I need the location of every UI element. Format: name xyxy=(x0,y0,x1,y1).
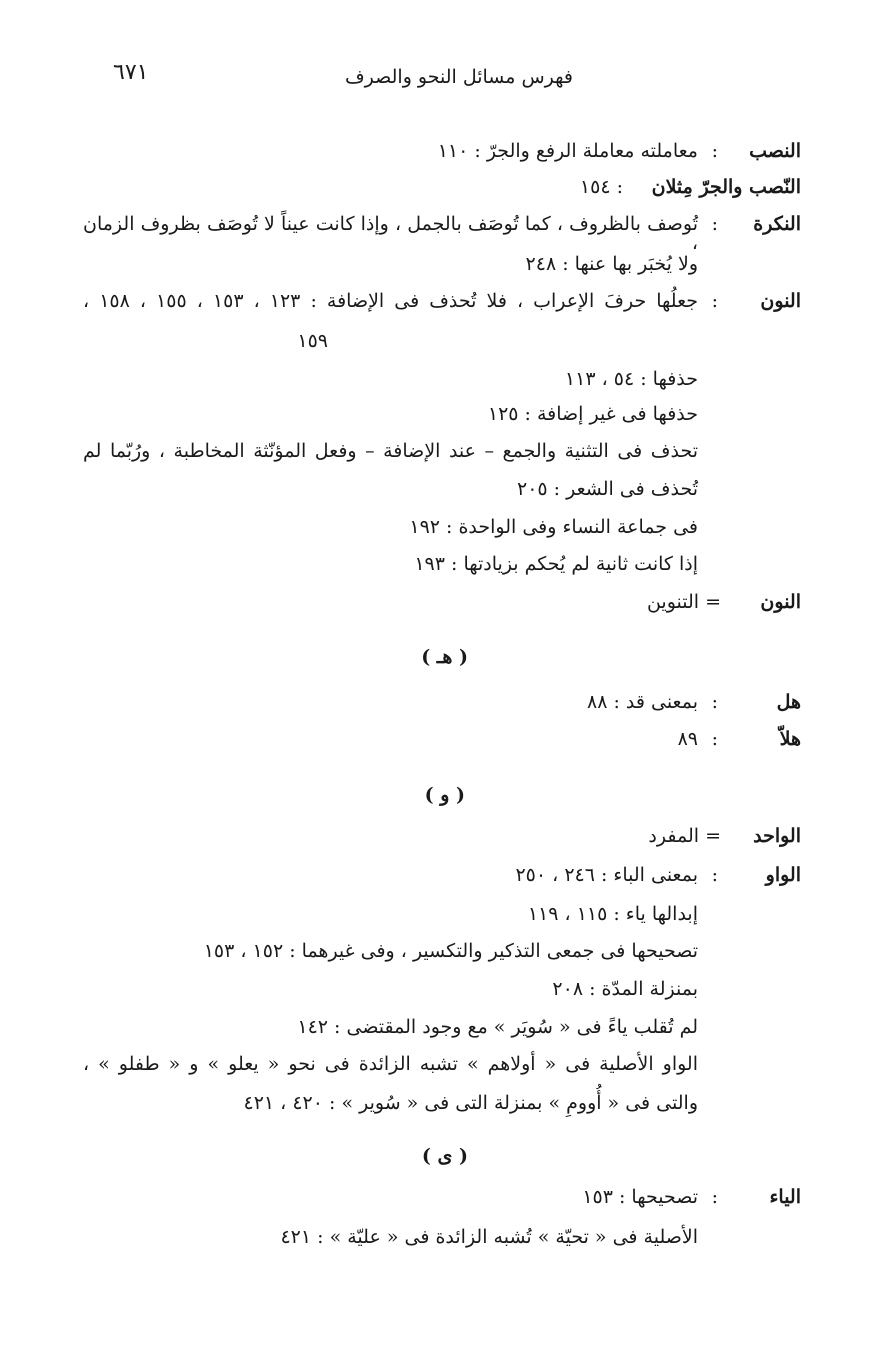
section-letter-ya: ( ى ) xyxy=(421,1145,468,1167)
entry-colon: : xyxy=(711,290,718,312)
entry-head-halla: هلاّ xyxy=(779,728,801,750)
entry-head-nasb-jarr: النّصب والجرّ مِثلان xyxy=(651,176,801,198)
entry-line: فى جماعة النساء وفى الواحدة : ١٩٢ xyxy=(409,516,698,538)
running-head: فهرس مسائل النحو والصرف xyxy=(344,66,573,88)
entry-head-nakira: النكرة xyxy=(753,213,801,235)
entry-line: بمعنى الباء : ٢٤٦ ، ٢٥٠ xyxy=(515,864,698,886)
entry-line: حذفها : ٥٤ ، ١١٣ xyxy=(564,368,698,390)
entry-colon: : xyxy=(711,864,718,886)
entry-line: حذفها فى غير إضافة : ١٢٥ xyxy=(487,403,698,425)
entry-line: والتى فى « أُوومِ » بمنزلة التى فى « سُوير » : ٤٢٠ ، ٤٢١ xyxy=(243,1092,698,1114)
entry-line: : ١٥٤ xyxy=(579,176,623,198)
entry-line: إذا كانت ثانية لم يُحكم بزيادتها : ١٩٣ xyxy=(414,553,698,575)
entry-line: تصحيحها : ١٥٣ xyxy=(582,1186,698,1208)
entry-line: معاملته معاملة الرفع والجرّ : ١١٠ xyxy=(437,140,698,162)
entry-colon: : xyxy=(711,140,718,162)
entry-line: = التنوين xyxy=(646,591,721,613)
entry-line: = المفرد xyxy=(648,825,721,847)
entry-head-nasb: النصب xyxy=(749,140,801,162)
page-number: ٦٧١ xyxy=(113,60,149,85)
entry-head-ya: الياء xyxy=(769,1186,801,1208)
entry-line: ولا يُخبَر بها عنها : ٢٤٨ xyxy=(525,253,698,275)
entry-line: الأصلية فى « تحيّة » تُشبه الزائدة فى « عليّة » : ٤٢١ xyxy=(280,1226,698,1248)
section-letter-waw: ( و ) xyxy=(424,784,465,806)
entry-line: بمنزلة المدّة : ٢٠٨ xyxy=(552,978,698,1000)
entry-line: تحذف فى التثنية والجمع – عند الإضافة – وفعل المؤنّثة المخاطبة ، ورُبّما لم xyxy=(83,440,698,462)
entry-line: تصحيحها فى جمعى التذكير والتكسير ، وفى غيرهما : ١٥٢ ، ١٥٣ xyxy=(203,940,698,962)
entry-line: ١٥٩ xyxy=(297,330,328,352)
entry-head-nun: النون xyxy=(760,290,801,312)
entry-head-wahid: الواحد xyxy=(753,825,801,847)
entry-head-hal: هل xyxy=(776,691,801,713)
entry-colon: : xyxy=(711,1186,718,1208)
section-letter-ha: ( هـ ) xyxy=(421,646,468,668)
entry-line: تُوصف بالظروف ، كما تُوصَف بالجمل ، وإذا كانت عيناً لا تُوصَف بظروف الزمان ، xyxy=(83,213,698,254)
entry-head-nun2: النون xyxy=(760,591,801,613)
entry-colon: : xyxy=(711,728,718,750)
entry-colon: : xyxy=(711,213,718,235)
entry-colon: : xyxy=(711,691,718,713)
entry-head-waw: الواو xyxy=(765,864,801,886)
entry-line: تُحذف فى الشعر : ٢٠٥ xyxy=(517,478,698,500)
entry-line: بمعنى قد : ٨٨ xyxy=(586,691,698,713)
entry-line: الواو الأصلية فى « أولاهم » تشبه الزائدة فى نحو « يعلو » و « طفلو » ، xyxy=(83,1053,698,1075)
entry-line: لم تُقلب ياءً فى « سُويَر » مع وجود المقتضى : ١٤٢ xyxy=(297,1016,698,1038)
entry-line: ٨٩ xyxy=(677,728,698,750)
entry-line: جعلُها حرفَ الإعراب ، فلا تُحذف فى الإضافة : ١٢٣ ، ١٥٣ ، ١٥٥ ، ١٥٨ ، xyxy=(83,290,698,312)
entry-line: إبدالها ياء : ١١٥ ، ١١٩ xyxy=(527,903,698,925)
